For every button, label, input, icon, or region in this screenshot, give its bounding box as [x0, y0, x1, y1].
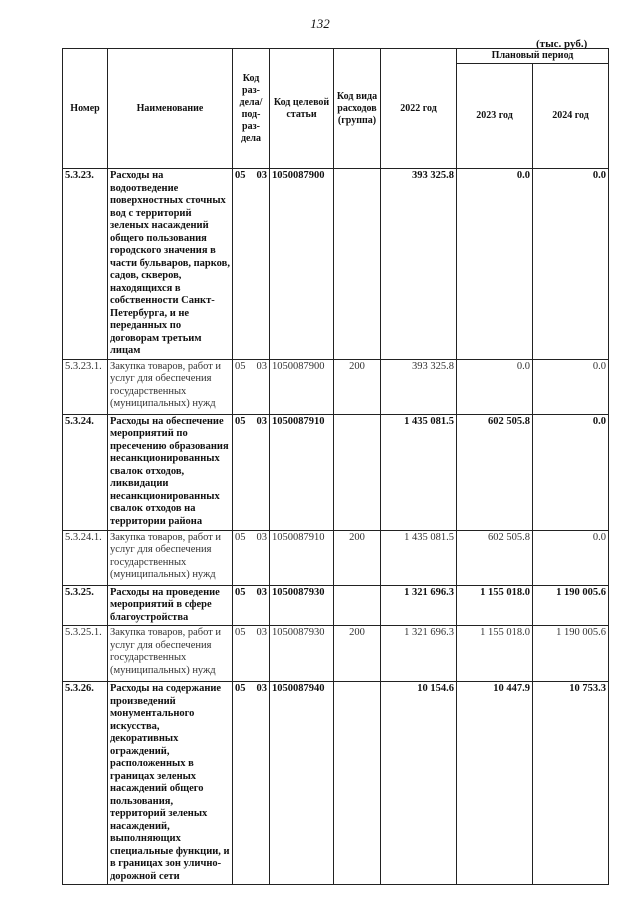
- cell-nomer: 5.3.23.1.: [63, 359, 108, 414]
- cell-amount-2024: 0.0: [533, 359, 609, 414]
- table-row: [63, 682, 609, 885]
- table-row: [63, 414, 609, 530]
- cell-nomer: 5.3.25.: [63, 585, 108, 626]
- header-kod-razdela: Код раз-дела/ под-раз-дела: [233, 49, 270, 169]
- header-year-2024: 2024 год: [533, 64, 609, 169]
- cell-vid-raskhodov: [334, 169, 381, 360]
- header-year-2023: 2023 год: [457, 64, 533, 169]
- cell-razdel: [233, 359, 270, 414]
- cell-tselevaya-statya: 1050087900: [270, 359, 334, 414]
- cell-tselevaya-statya: 1050087930: [270, 626, 334, 682]
- header-nomer: Номер: [63, 49, 108, 169]
- cell-tselevaya-statya: 1050087930: [270, 585, 334, 626]
- razdel-code: 05: [235, 531, 246, 543]
- podrazdel-code: 03: [256, 360, 267, 372]
- cell-nomer: 5.3.24.: [63, 414, 108, 530]
- podrazdel-code: 03: [256, 683, 267, 694]
- razdel-code: 05: [235, 170, 246, 181]
- page-number: 132: [310, 16, 330, 31]
- table-row: [63, 359, 609, 414]
- table-row: [63, 626, 609, 682]
- header-kod-tselevoy-stati: Код целевой статьи: [270, 49, 334, 169]
- table-row: [63, 585, 609, 626]
- cell-vid-raskhodov: [334, 682, 381, 885]
- razdel-code: 05: [235, 586, 246, 598]
- cell-nomer: 5.3.26.: [63, 682, 108, 885]
- razdel-code: 05: [235, 360, 246, 372]
- cell-amount-2022: 393 325.8: [381, 169, 457, 360]
- cell-name: Расходы на проведение мероприятий в сфере благоустройства: [108, 585, 233, 626]
- cell-amount-2023: 1 155 018.0: [457, 626, 533, 682]
- razdel-code: 05: [235, 415, 246, 427]
- cell-nomer: 5.3.23.: [63, 169, 108, 360]
- table-row: [63, 530, 609, 585]
- cell-amount-2022: 10 154.6: [381, 682, 457, 885]
- cell-amount-2023: 10 447.9: [457, 682, 533, 885]
- header-naimenovanie: Наименование: [108, 49, 233, 169]
- cell-amount-2022: 1 435 081.5: [381, 414, 457, 530]
- table-row: [63, 169, 609, 360]
- podrazdel-code: 03: [256, 531, 267, 543]
- cell-razdel: [233, 530, 270, 585]
- cell-tselevaya-statya: 1050087940: [270, 682, 334, 885]
- cell-amount-2024: 10 753.3: [533, 682, 609, 885]
- cell-amount-2022: 1 321 696.3: [381, 585, 457, 626]
- cell-name: Закупка товаров, работ и услуг для обеспечения государственных (муниципальных) нужд: [108, 530, 233, 585]
- cell-razdel: [233, 414, 270, 530]
- cell-amount-2023: 602 505.8: [457, 414, 533, 530]
- cell-vid-raskhodov: 200: [334, 359, 381, 414]
- table-header: [63, 49, 609, 169]
- cell-amount-2023: 602 505.8: [457, 530, 533, 585]
- podrazdel-code: 03: [256, 415, 267, 427]
- cell-razdel: [233, 585, 270, 626]
- cell-tselevaya-statya: 1050087910: [270, 530, 334, 585]
- cell-vid-raskhodov: 200: [334, 626, 381, 682]
- cell-amount-2023: 1 155 018.0: [457, 585, 533, 626]
- cell-razdel: [233, 626, 270, 682]
- cell-amount-2024: 0.0: [533, 414, 609, 530]
- razdel-code: 05: [235, 683, 246, 694]
- cell-vid-raskhodov: [334, 414, 381, 530]
- header-year-2022: 2022 год: [381, 49, 457, 169]
- table-body: [63, 169, 609, 885]
- cell-name: Расходы на содержание произведений монументального искусства, декоративных ограждений, расположенных в границах зеленых насаждений общего пользования, территорий зеленых насаждений, выполняющих специальные функции, и в границах зон улично-дорожной сети: [108, 682, 233, 885]
- cell-amount-2022: 393 325.8: [381, 359, 457, 414]
- cell-name: Закупка товаров, работ и услуг для обеспечения государственных (муниципальных) нужд: [108, 626, 233, 682]
- header-kod-vida-raskhodov: Код вида расходов (группа): [334, 49, 381, 169]
- cell-name: Расходы на обеспечение мероприятий по пресечению образования несанкционированных свалок отходов, ликвидации несанкционированных свалок отходов на территории района: [108, 414, 233, 530]
- cell-razdel: [233, 169, 270, 360]
- cell-name: Расходы на водоотведение поверхностных сточных вод с территорий зеленых насаждений общего пользования городского значения в части бульваров, парков, садов, скверов, находящихся в собственности Санкт-Петербурга, и не переданных по договорам третьим лицам: [108, 169, 233, 360]
- cell-nomer: 5.3.25.1.: [63, 626, 108, 682]
- units-label: (тыс. руб.): [536, 38, 588, 50]
- cell-vid-raskhodov: 200: [334, 530, 381, 585]
- cell-amount-2024: 0.0: [533, 530, 609, 585]
- cell-tselevaya-statya: 1050087910: [270, 414, 334, 530]
- podrazdel-code: 03: [256, 627, 267, 638]
- cell-razdel: [233, 682, 270, 885]
- podrazdel-code: 03: [256, 586, 267, 598]
- cell-amount-2024: 1 190 005.6: [533, 626, 609, 682]
- cell-name: Закупка товаров, работ и услуг для обеспечения государственных (муниципальных) нужд: [108, 359, 233, 414]
- razdel-code: 05: [235, 627, 246, 638]
- cell-tselevaya-statya: 1050087900: [270, 169, 334, 360]
- cell-amount-2023: 0.0: [457, 359, 533, 414]
- cell-amount-2022: 1 321 696.3: [381, 626, 457, 682]
- cell-nomer: 5.3.24.1.: [63, 530, 108, 585]
- cell-amount-2024: 0.0: [533, 169, 609, 360]
- budget-table: [62, 48, 609, 885]
- cell-amount-2022: 1 435 081.5: [381, 530, 457, 585]
- cell-amount-2023: 0.0: [457, 169, 533, 360]
- podrazdel-code: 03: [256, 170, 267, 181]
- header-planovy-period: Плановый период: [457, 49, 609, 64]
- cell-vid-raskhodov: [334, 585, 381, 626]
- cell-amount-2024: 1 190 005.6: [533, 585, 609, 626]
